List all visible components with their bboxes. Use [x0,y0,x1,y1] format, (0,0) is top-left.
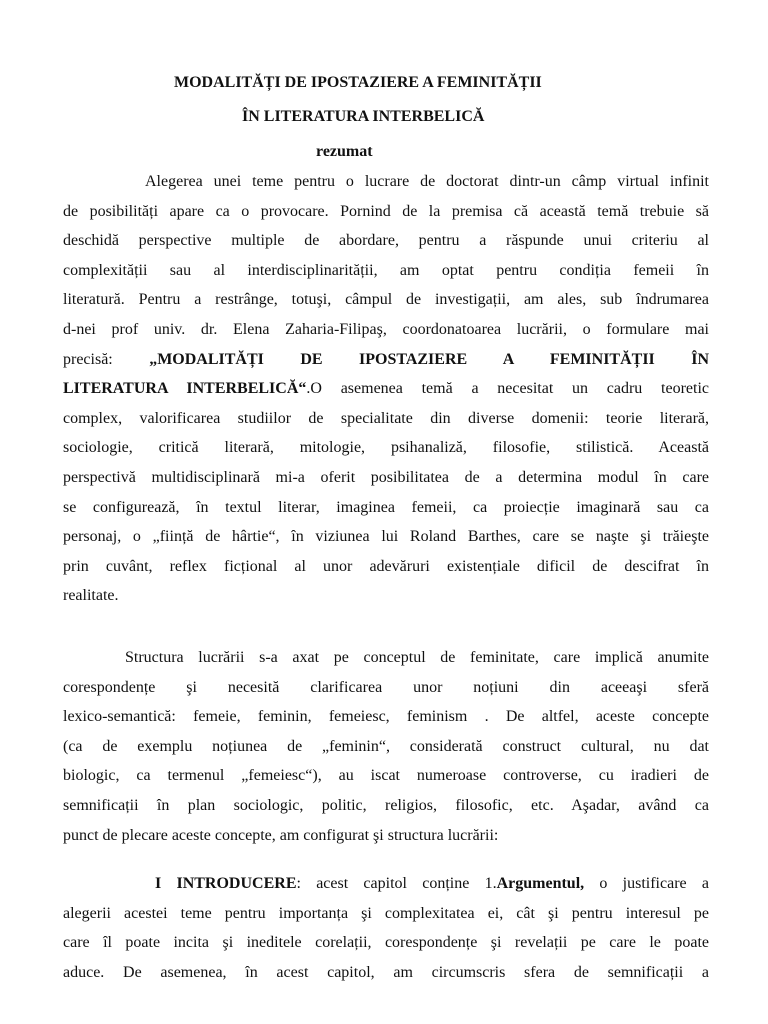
paragraph-line: alegerii acestei teme pentru importanța şi complexitatea ei, cât şi pentru interesul pe [63,904,709,922]
text-run: precisă: [63,350,150,368]
paragraph-line: personaj, o „ființă de hârtie“, în viziunea lui Roland Barthes, care se naşte şi trăieşte [63,528,709,546]
paragraph-line: realitate. [63,587,119,605]
bold-argumentul: Argumentul, [496,875,585,892]
paragraph-line [63,869,709,899]
paragraph-line: complexității sau al interdisciplinarității, am optat pentru condiția femeii în [63,261,709,279]
paragraph-line: Alegerea unei teme pentru o lucrare de doctorat dintr-un câmp virtual infinit [145,173,709,190]
title-line-1: MODALITĂȚI DE IPOSTAZIERE A FEMINITĂȚII [174,74,542,91]
title-line-2: ÎN LITERATURA INTERBELICĂ [242,108,485,125]
paragraph-1 [63,167,709,611]
section-heading-introducere: I INTRODUCERE [155,875,297,892]
paragraph-line: punct de plecare aceste concepte, am configurat şi structura lucrării: [63,826,499,844]
text-run: : acest capitol conține 1. [296,875,497,892]
paragraph-line: lexico-semantică: femeie, feminin, femeiesc, feminism . De altfel, aceste concepte [63,708,709,726]
paragraph-line: se configurează, în textul literar, imaginea femeii, ca proiecție imaginară sau ca [63,498,709,516]
paragraph-line [63,374,709,404]
paragraph-line: corespondențe şi necesită clarificarea unor noțiuni din aceeaşi sferă [63,678,709,696]
paragraph-line: care îl poate incita şi ineditele corelații, corespondențe şi revelații pe care le poate [63,934,709,952]
paragraph-line: Structura lucrării s-a axat pe conceptul de feminitate, care implică anumite [125,649,709,666]
paragraph-line: (ca de exemplu noțiunea de „feminin“, considerată construct cultural, nu dat [63,737,709,755]
text-run: .O asemenea temă a necesitat un cadru teoretic [306,380,709,398]
paragraph-line: aduce. De asemenea, în acest capitol, am circumscris sfera de semnificații a [63,963,709,981]
paragraph-line: semnificații în plan sociologic, politic, religios, filosofic, etc. Aşadar, având ca [63,796,709,814]
paragraph-line: complex, valorificarea studiilor de specialitate din diverse domenii: teorie literară, [63,409,709,427]
paragraph-line: literatură. Pentru a restrânge, totuşi, câmpul de investigații, am ales, sub îndrumarea [63,291,709,309]
paragraph-line [63,345,709,375]
paragraph-line: prin cuvânt, reflex ficțional al unor adevăruri existențiale dificil de descifrat în [63,557,709,575]
paragraph-2 [63,643,709,850]
paragraph-3 [63,869,709,987]
text-run: o justificare a [584,875,709,892]
paragraph-line: deschidă perspective multiple de abordare, pentru a răspunde unui criteriu al [63,232,709,250]
paragraph-line: biologic, ca termenul „femeiesc“), au iscat numeroase controverse, cu iradieri de [63,767,709,785]
bold-thesis-title-cont: LITERATURA INTERBELICĂ“ [63,380,307,398]
paragraph-line: perspectivă multidisciplinară mi-a oferit posibilitatea de a determina modul în care [63,468,709,486]
paragraph-line: de posibilități apare ca o provocare. Pornind de la premisa că această temă trebuie să [63,202,709,220]
paragraph-line: d-nei prof univ. dr. Elena Zaharia-Filipaş, coordonatoarea lucrării, o formulare mai [63,320,709,338]
bold-thesis-title: „MODALITĂȚI DE IPOSTAZIERE A FEMINITĂȚII ÎN [149,350,710,368]
paragraph-line: sociologie, critică literară, mitologie, psihanaliză, filosofie, stilistică. Această [63,439,709,457]
subtitle: rezumat [316,143,373,160]
